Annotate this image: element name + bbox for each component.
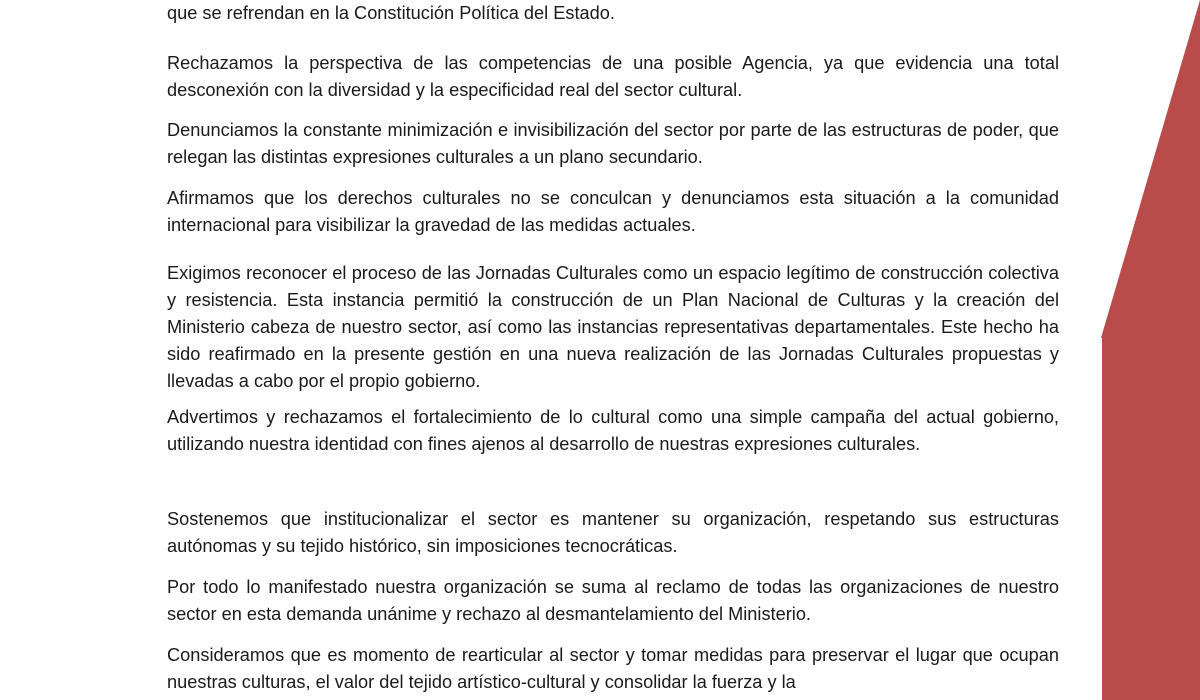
red-band-upper [1101,0,1200,338]
paragraph-rearticular: Consideramos que es momento de rearticular al sector y tomar medidas para preservar el lugar que ocupan nuestras culturas, el valor del tejido artístico-cultural y consolidar la fuerza y la [167,645,1059,692]
paragraph-agencia: Rechazamos la perspectiva de las competencias de una posible Agencia, ya que evidencia una total desconexión con la diversidad y la especificidad real del sector cultural. [167,53,1059,100]
paragraph-invisibilizacion: Denunciamos la constante minimización e invisibilización del sector por parte de las estructuras de poder, que relegan las distintas expresiones culturales a un plano secundario. [167,120,1059,167]
paragraph-institucionalizar: Sostenemos que institucionalizar el sector es mantener su organización, respetando sus estructuras autónomas y su tejido histórico, sin imposiciones tecnocráticas. [167,509,1059,556]
red-decorative-shape [1060,0,1200,700]
paragraph-constitucion: que se refrendan en la Constitución Política del Estado. [167,3,615,23]
paragraph-derechos-culturales: Afirmamos que los derechos culturales no se conculcan y denunciamos esta situación a la comunidad internacional para visibilizar la gravedad de las medidas actuales. [167,188,1059,235]
paragraph-reclamo: Por todo lo manifestado nuestra organización se suma al reclamo de todas las organizaciones de nuestro sector en esta demanda unánime y rechazo al desmantelamiento del Ministerio. [167,577,1059,624]
paragraph-fortalecimiento: Advertimos y rechazamos el fortalecimiento de lo cultural como una simple campaña del actual gobierno, utilizando nuestra identidad con fines ajenos al desarrollo de nuestras expresiones culturales. [167,407,1059,454]
paragraph-jornadas-culturales: Exigimos reconocer el proceso de las Jornadas Culturales como un espacio legítimo de construcción colectiva y resistencia. Esta instancia permitió la construcción de un Plan Nacional de Culturas y la creación del Ministerio cabeza de nuestro sector, así como las instancias representativas departamentales. Este hecho ha sido reafirmado en la presente gestión en una nueva realización de las Jornadas Culturales propuestas y llevadas a cabo por el propio gobierno. [167,263,1059,391]
red-band-lower [1102,338,1200,700]
